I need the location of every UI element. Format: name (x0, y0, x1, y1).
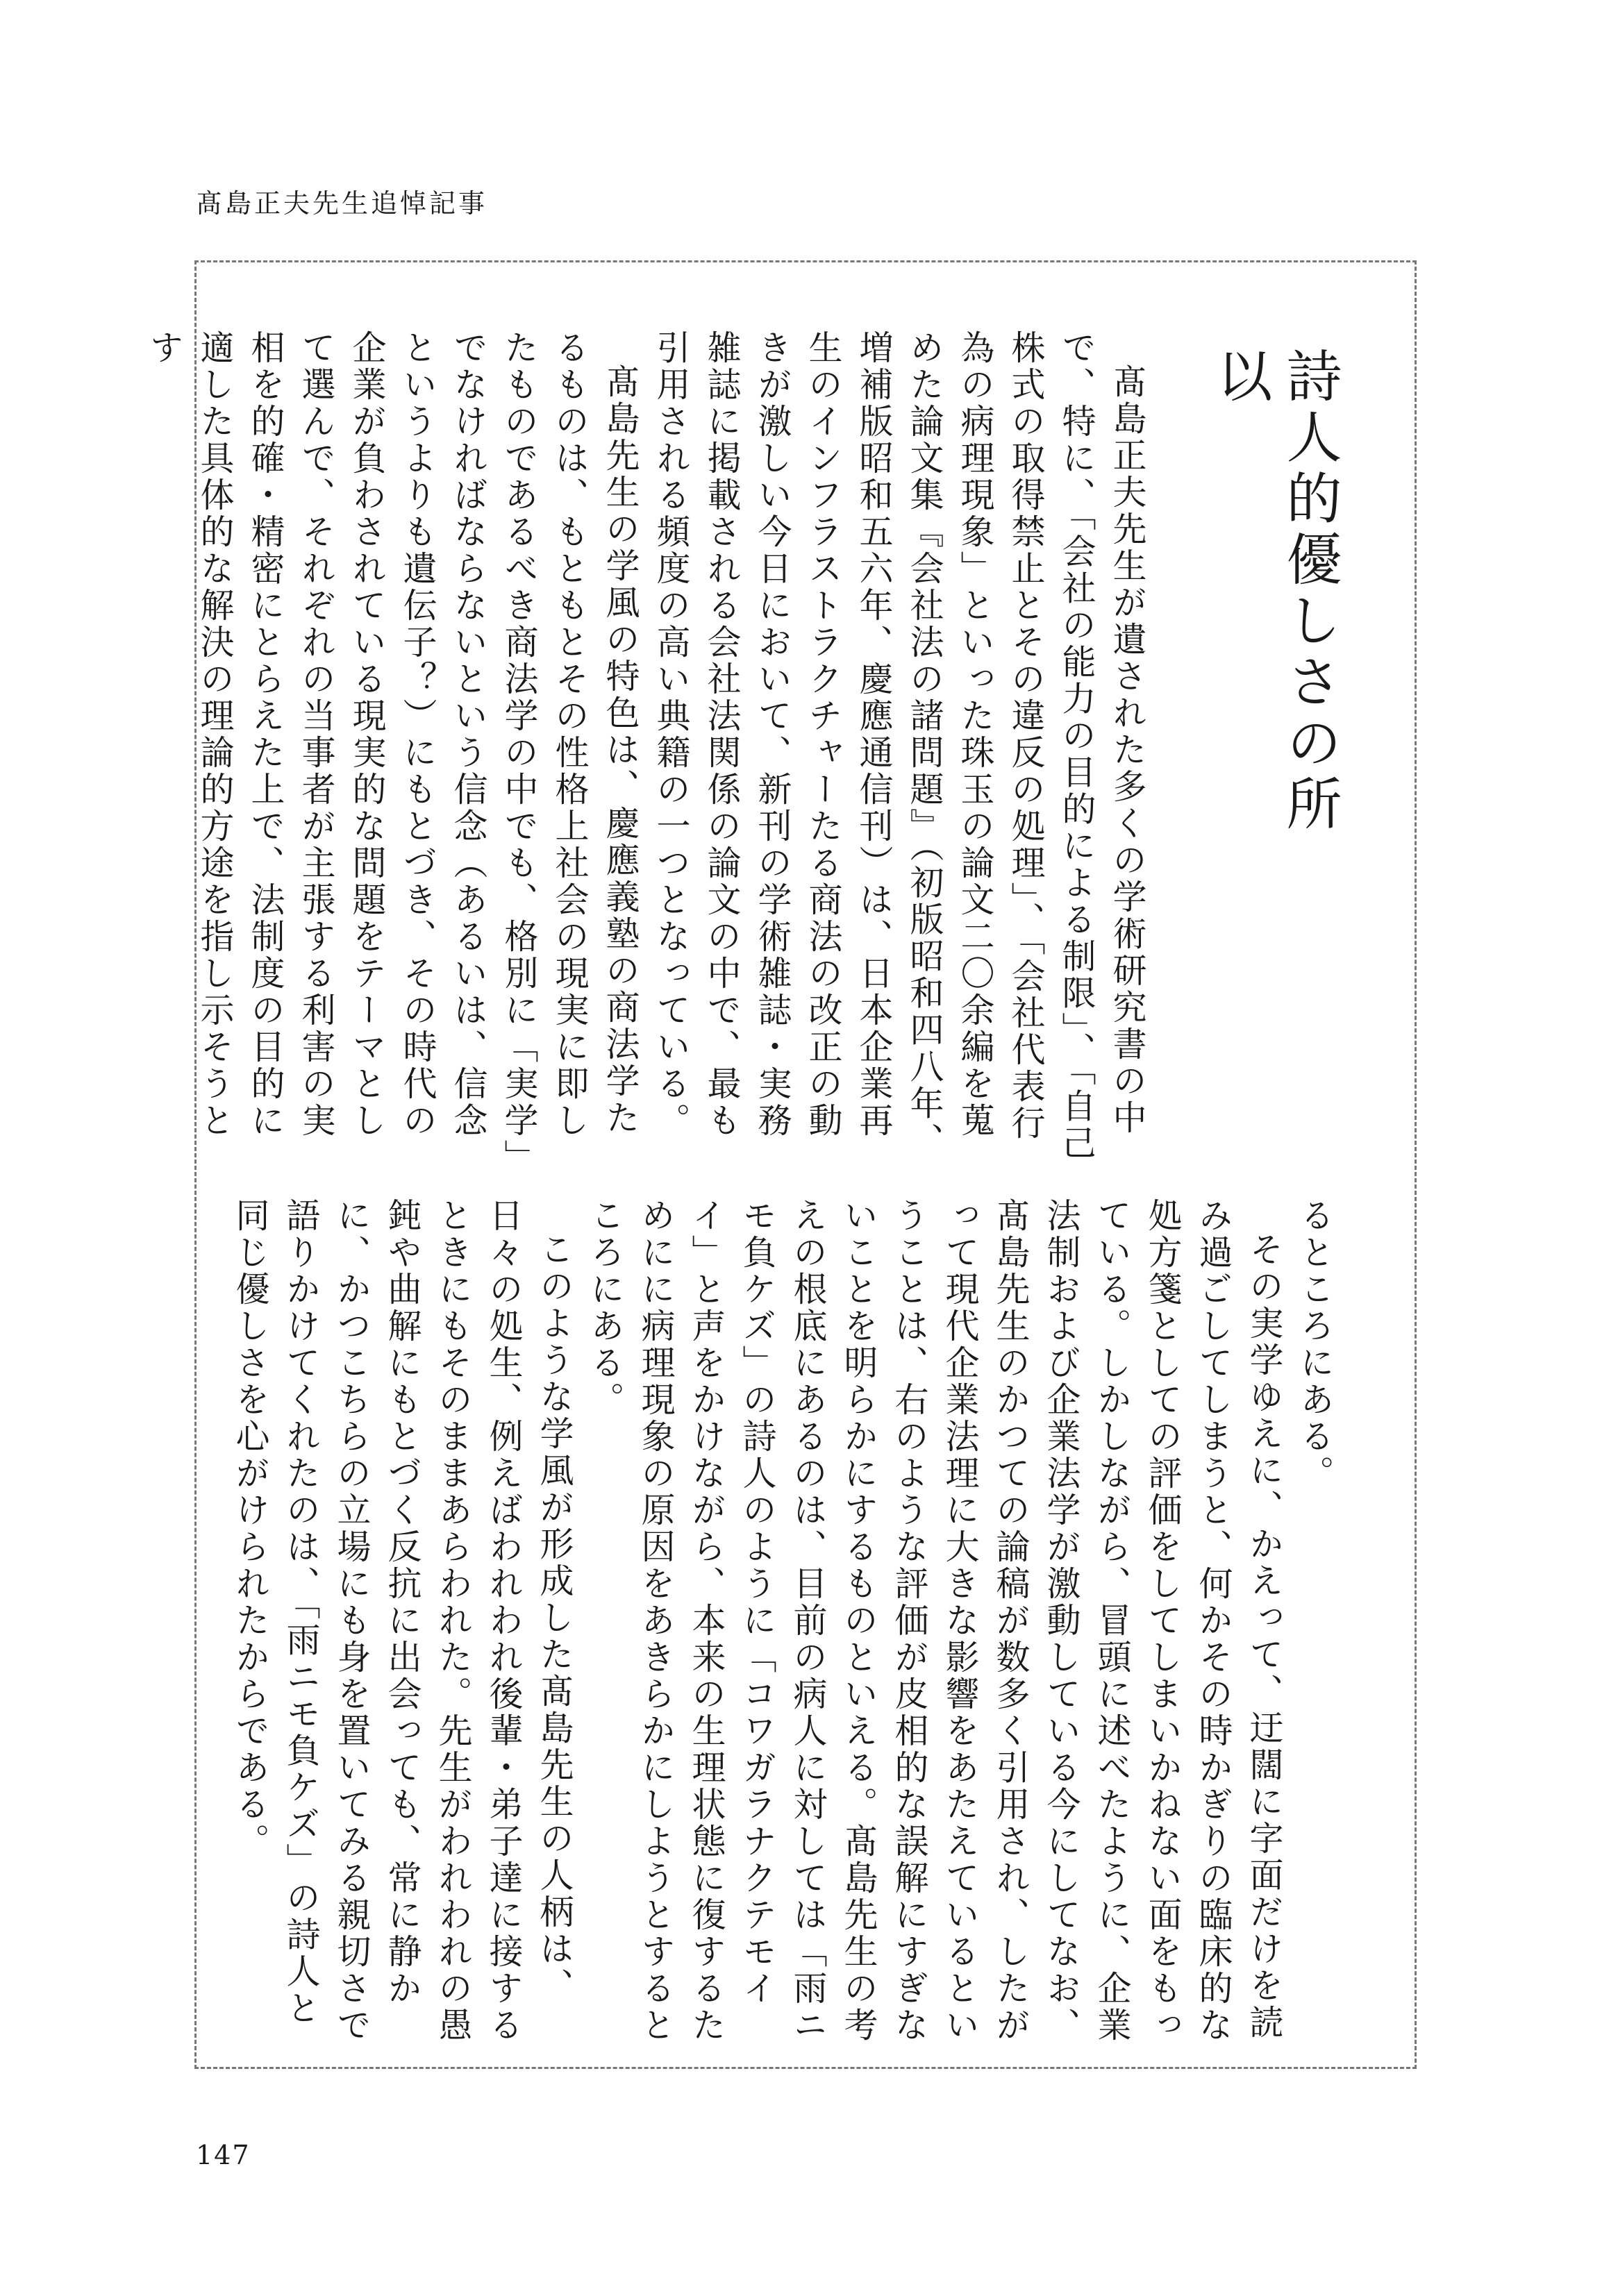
paragraph-1: 髙島正夫先生が遺された多くの学術研究書の中で、特に、「会社の能力の目的による制限」、「自己株式の取得禁止とその違反の処理」、「会社代表行為の病理現象」といった珠玉の論文二〇余編を蒐めた論文集『会社法の諸問題』（初版昭和四八年、増補版昭和五六年、慶應通信刊）は、日本企業再生のインフラストラクチャーたる商法の改正の動きが激しい今日において、新刊の学術雑誌・実務雑誌に掲載される会社法関係の論文の中で、最も引用される頻度の高い典籍の一つとなっている。 (651, 330, 1147, 1162)
paragraph-3: その実学ゆえに、かえって、迂闊に字面だけを読み過ごしてしまうと、何かその時かぎりの臨床的な処方箋としての評価をしてしまいかねない面をもっている。しかしながら、冒頭に述べたように、企業法制および企業法学が激動している今にしてなお、髙島先生のかつての論稿が数多く引用され、したがって現代企業法理に大きな影響をあたえているということは、右のような評価が皮相的な誤解にすぎないことを明らかにするものといえる。髙島先生の考えの根底にあるのは、目前の病人に対しては「雨ニモ負ケズ」の詩人のように「コワガラナクテモイイ」と声をかけながら、本来の生理状態に復するためにに病理現象の原因をあきらかにしようとするところにある。 (585, 1198, 1284, 2044)
paragraph-2-continued: るところにある。 (1295, 1198, 1335, 1492)
page-number: 147 (196, 2140, 251, 2170)
paragraph-2: 髙島先生の学風の特色は、慶應義塾の商法学たるものは、もともとその性格上社会の現実に即したものであるべき商法学の中でも、格別に「実学」でなければならないという信念（あるいは、信念というよりも遺伝子？）にもとづき、その時代の企業が負わされている現実的な問題をテーマとして選んで、それぞれの当事者が主張する利害の実相を的確・精密にとらえた上で、法制度の目的に適した具体的な解決の理論的方途を指し示そうとす (144, 330, 640, 1159)
article-title: 詩人的優しさの所以 (1208, 347, 1342, 836)
body-text-bottom (229, 1198, 1340, 2045)
paragraph-4: このような学風が形成した髙島先生の人柄は、日々の処生、例えばわれわれ後輩・弟子達に接するときにもそのままあらわれた。先生がわれわれの愚鈍や曲解にもとづく反抗に出会っても、常に静かに、かつこちらの立場にも身を置いてみる親切さで語りかけてくれたのは、「雨ニモ負ケズ」の詩人と同じ優しさを心がけられたからである。 (231, 1198, 574, 2044)
running-head: 髙島正夫先生追悼記事 (196, 188, 488, 219)
body-text-top (144, 330, 1153, 1166)
